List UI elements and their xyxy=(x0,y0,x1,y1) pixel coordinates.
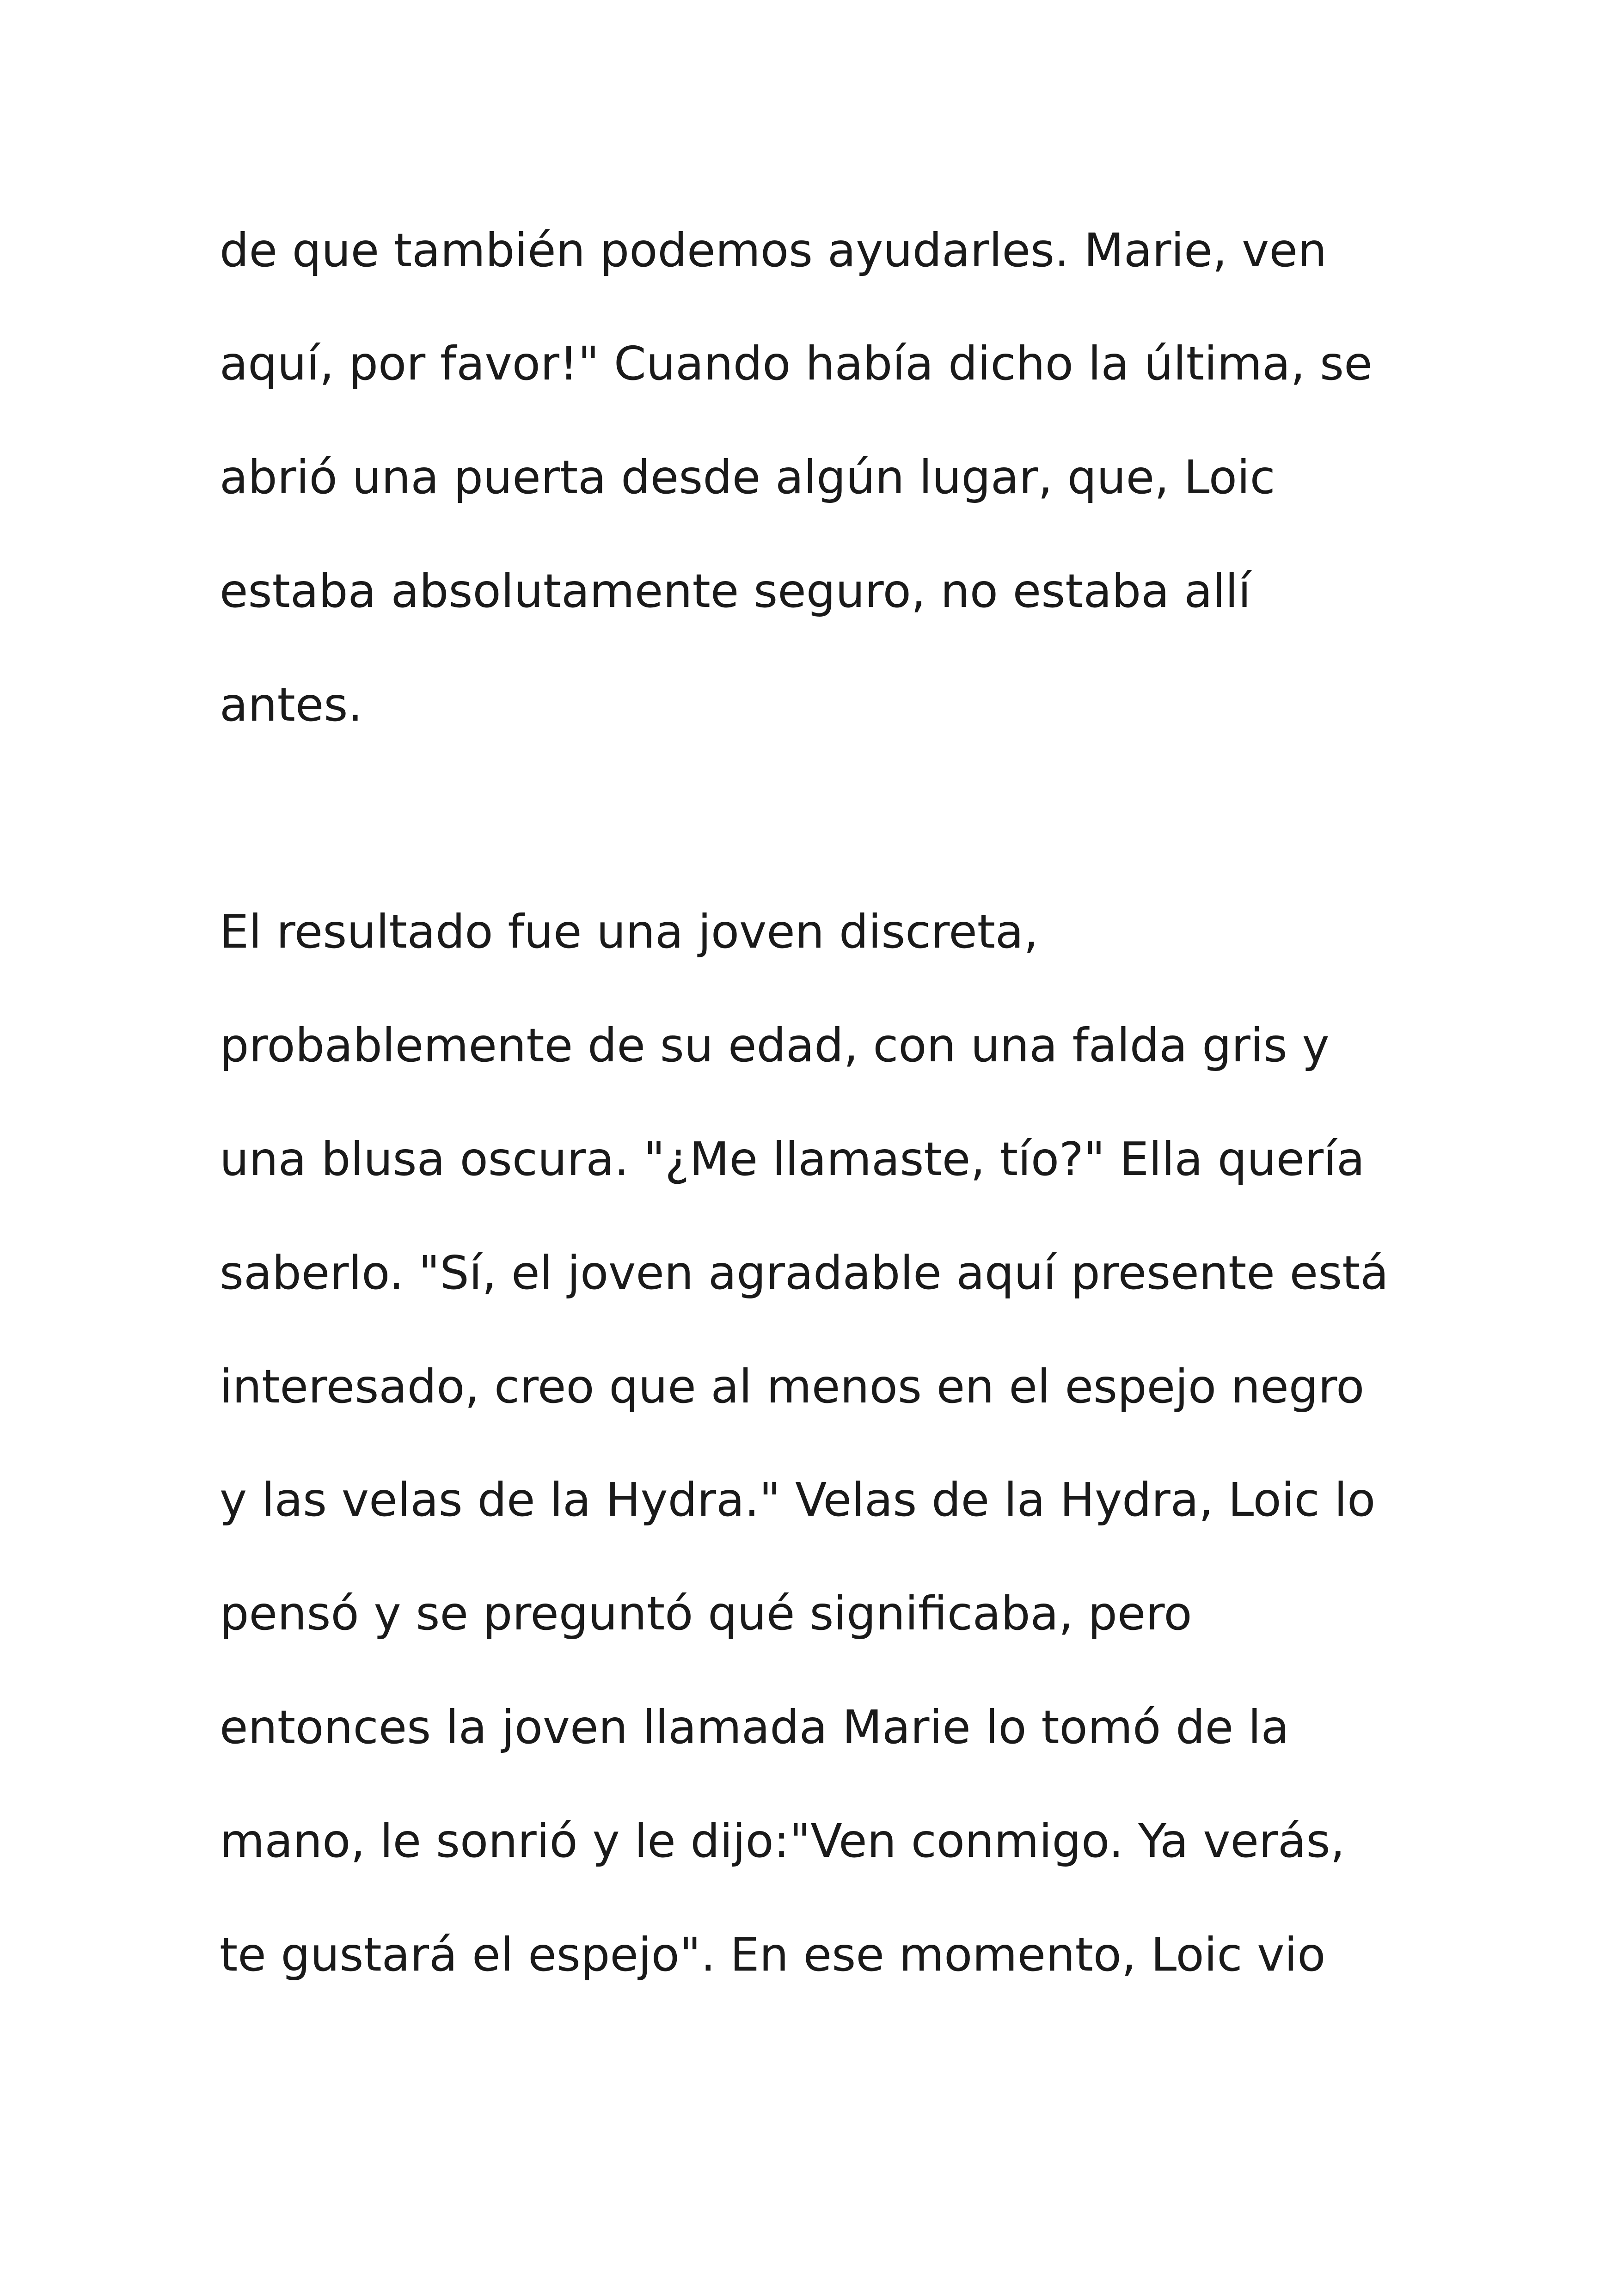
paragraph-2-line-10: te gustará el espejo". En ese momento, Loic vio xyxy=(220,1928,1326,1982)
paragraph-2-line-1: El resultado fue una joven discreta, xyxy=(220,905,1038,959)
paragraph-2-line-4: saberlo. "Sí, el joven agradable aquí presente está xyxy=(220,1246,1389,1300)
paragraph-2-line-8: entonces la joven llamada Marie lo tomó de la xyxy=(220,1700,1289,1754)
paragraph-2-line-7: pensó y se preguntó qué significaba, pero xyxy=(220,1586,1192,1641)
paragraph-1-line-3: abrió una puerta desde algún lugar, que, Loic xyxy=(220,450,1275,504)
paragraph-1-line-2: aquí, por favor!" Cuando había dicho la última, se xyxy=(220,337,1373,391)
paragraph-2-line-2: probablemente de su edad, con una falda gris y xyxy=(220,1018,1330,1072)
paragraph-1-line-5: antes. xyxy=(220,678,363,732)
paragraph-2-line-5: interesado, creo que al menos en el espejo negro xyxy=(220,1359,1365,1414)
paragraph-2-line-3: una blusa oscura. "¿Me llamaste, tío?" Ella quería xyxy=(220,1132,1365,1186)
paragraph-1-line-4: estaba absolutamente seguro, no estaba allí xyxy=(220,564,1251,618)
paragraph-2-line-6: y las velas de la Hydra." Velas de la Hydra, Loic lo xyxy=(220,1473,1376,1527)
paragraph-2-line-9: mano, le sonrió y le dijo:"Ven conmigo. Ya verás, xyxy=(220,1814,1345,1868)
paragraph-1-line-1: de que también podemos ayudarles. Marie, ven xyxy=(220,223,1327,277)
